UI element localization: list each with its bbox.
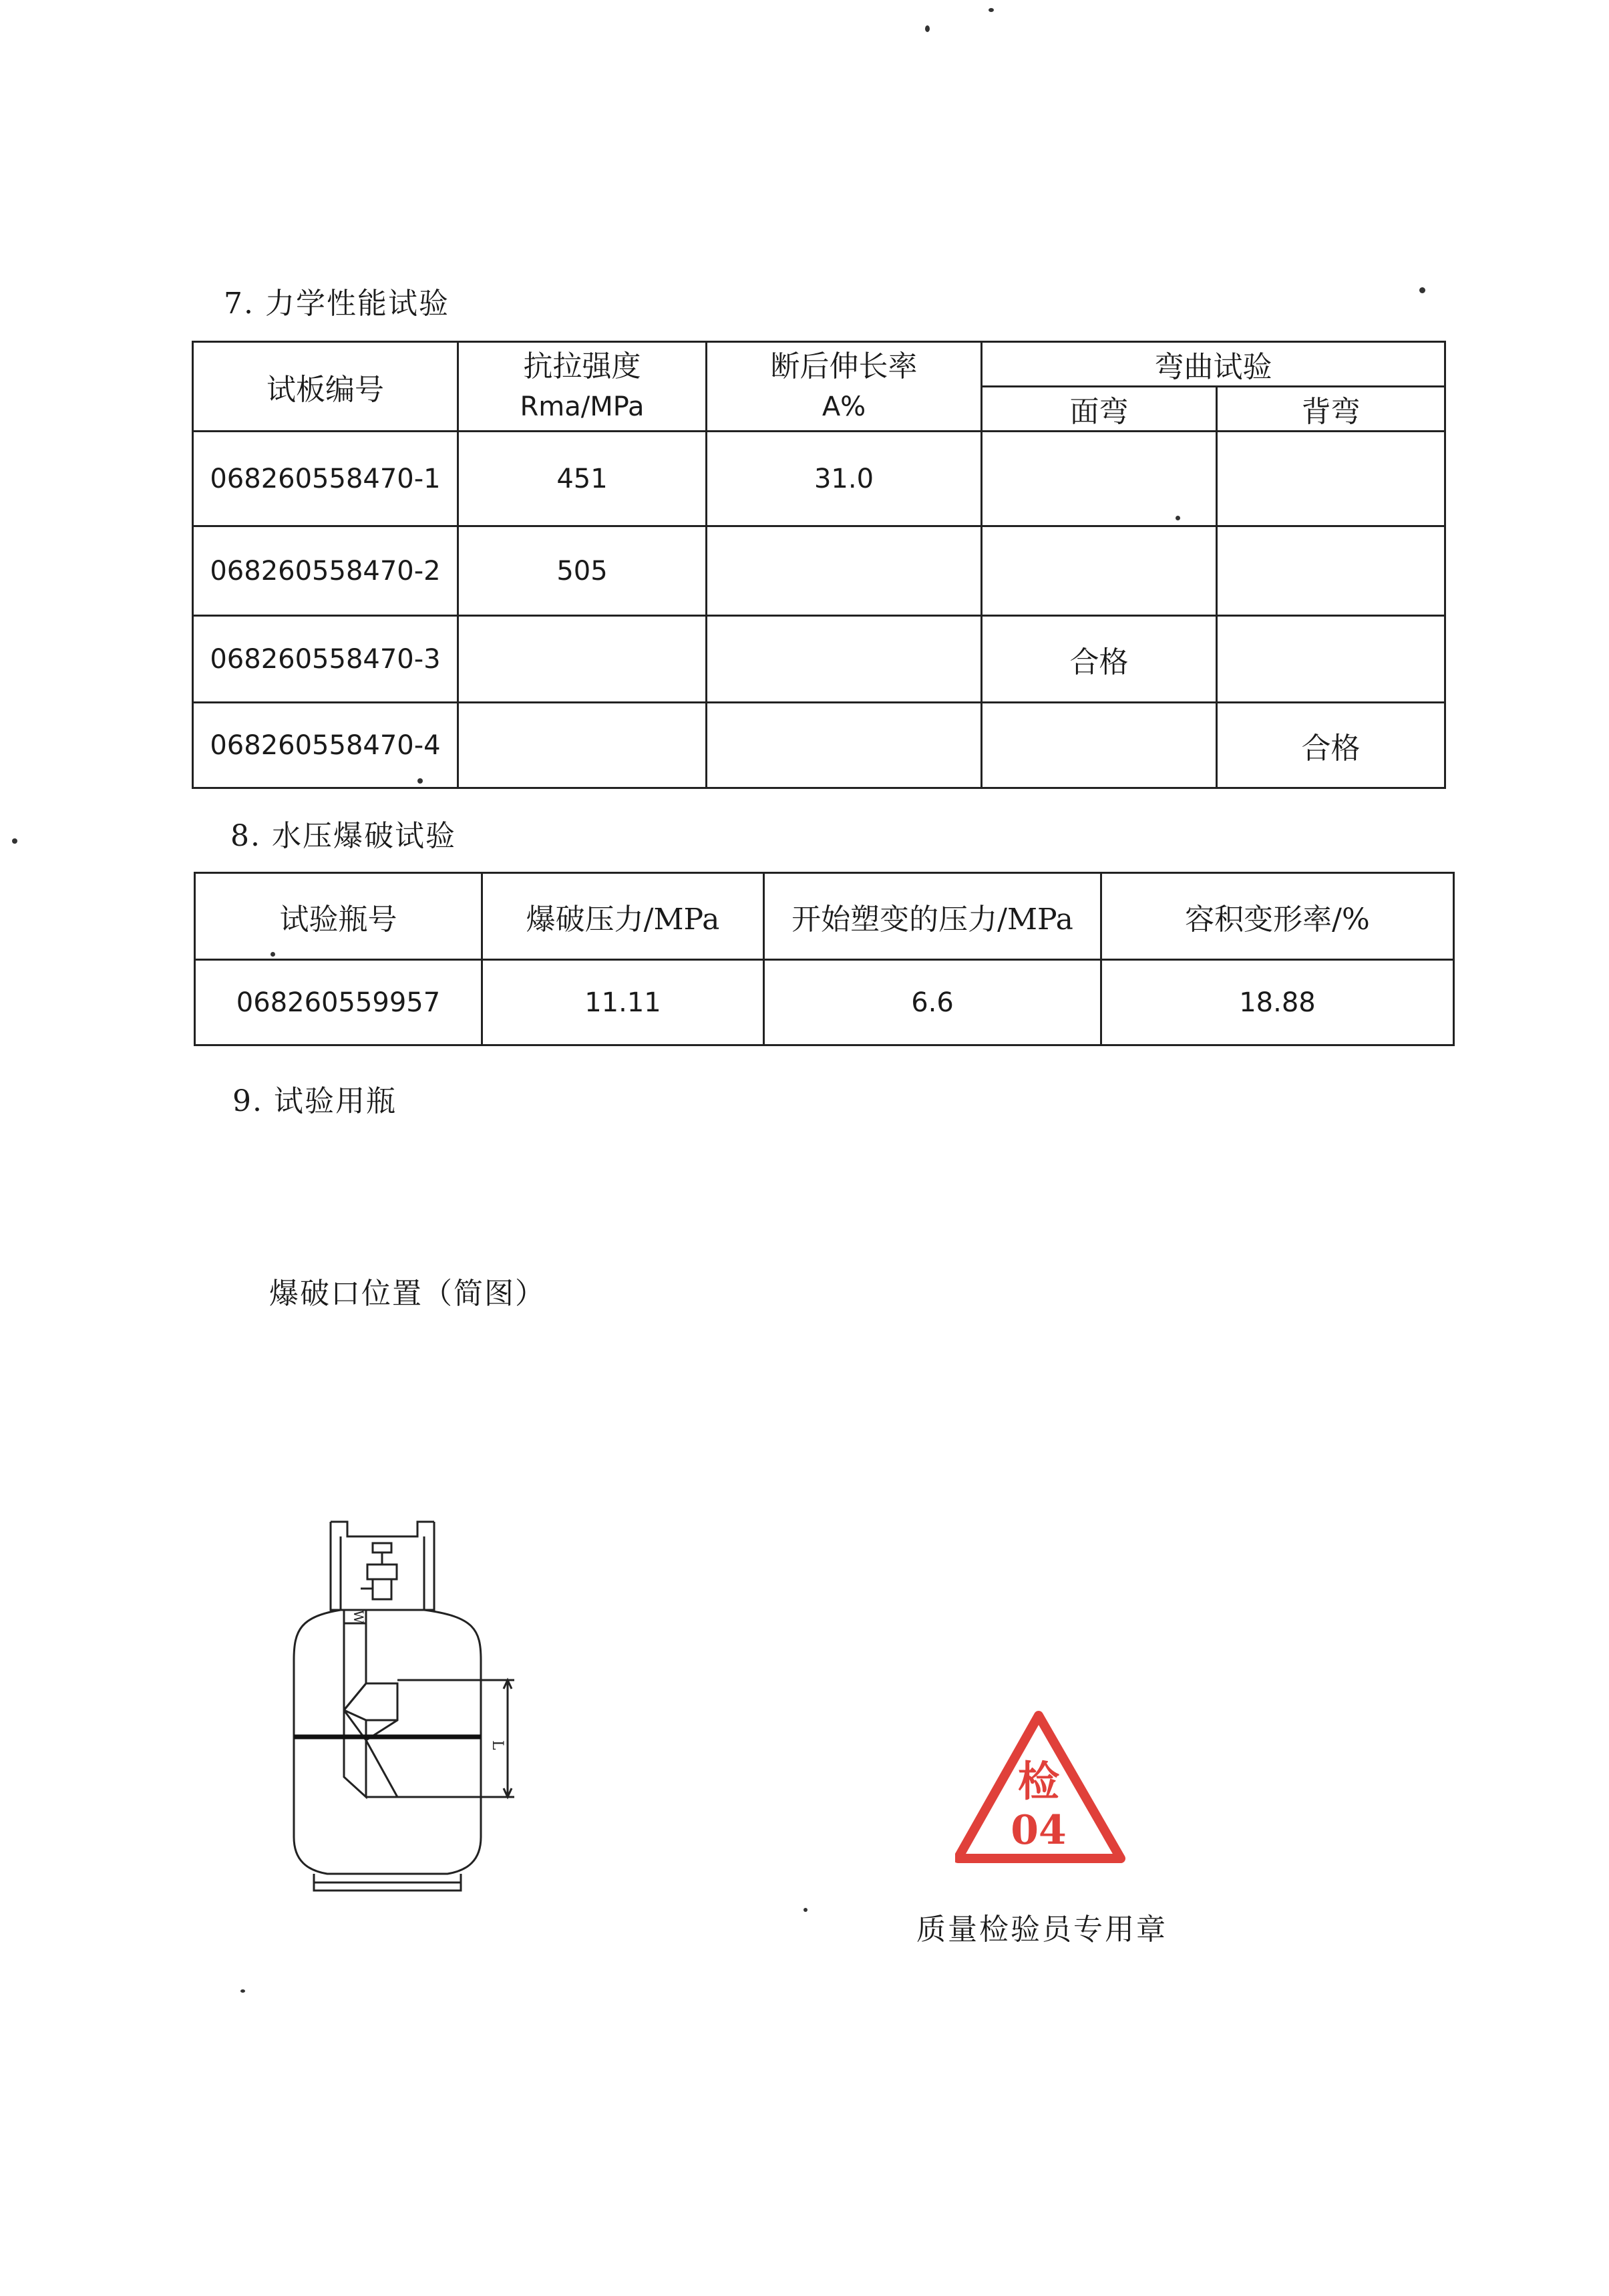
header-bend: 弯曲试验 <box>982 342 1445 387</box>
mechanical-test-table <box>192 341 1446 789</box>
header-burst-pressure: 爆破压力/MPa <box>482 873 764 960</box>
dimension-l-label: L <box>489 1740 506 1750</box>
scan-speck <box>12 838 17 844</box>
face-bend-cell <box>982 703 1217 788</box>
header-bottle-no: 试验瓶号 <box>195 873 482 960</box>
face-bend-cell <box>982 432 1217 526</box>
elongation-cell <box>707 526 982 616</box>
header-yield-pressure: 开始塑变的压力/MPa <box>764 873 1101 960</box>
plate-no-cell: 068260558470-3 <box>193 616 458 703</box>
back-bend-cell <box>1217 526 1445 616</box>
tensile-cell <box>458 616 707 703</box>
sketch-caption: 爆破口位置（简图） <box>269 1277 546 1311</box>
back-bend-cell <box>1217 616 1445 703</box>
back-bend-cell: 合格 <box>1217 703 1445 788</box>
scan-speck <box>1419 287 1425 293</box>
table-row <box>193 526 1445 616</box>
bottle-no-cell: 068260559957 <box>195 960 482 1045</box>
elongation-cell <box>707 703 982 788</box>
table-row <box>193 432 1445 526</box>
face-bend-cell <box>982 526 1217 616</box>
header-volume-deform: 容积变形率/% <box>1101 873 1454 960</box>
section7-title: 7. 力学性能试验 <box>224 287 450 321</box>
back-bend-cell <box>1217 432 1445 526</box>
scan-speck <box>417 778 423 784</box>
table-row <box>193 703 1445 788</box>
tensile-cell <box>458 703 707 788</box>
dimension-w-label: W <box>351 1610 367 1624</box>
header-elongation <box>707 342 982 432</box>
section9-title: 9. 试验用瓶 <box>232 1084 397 1118</box>
header-plate-no: 试板编号 <box>193 342 458 432</box>
stamp-number: 04 <box>1011 1807 1067 1854</box>
burst-test-table <box>194 872 1455 1046</box>
header-tensile-label: 抗拉强度 <box>523 349 641 383</box>
cylinder-sketch <box>281 1516 548 1897</box>
scan-speck <box>1176 516 1180 520</box>
header-face-bend: 面弯 <box>982 387 1217 432</box>
scan-speck <box>989 8 994 12</box>
tensile-cell: 451 <box>458 432 707 526</box>
face-bend-cell: 合格 <box>982 616 1217 703</box>
header-elongation-label: 断后伸长率 <box>770 349 918 383</box>
plate-no-cell: 068260558470-4 <box>193 703 458 788</box>
header-elongation-unit: A% <box>822 391 866 422</box>
header-back-bend: 背弯 <box>1217 387 1445 432</box>
volume-deform-cell: 18.88 <box>1101 960 1454 1045</box>
section8-title: 8. 水压爆破试验 <box>230 819 456 853</box>
plate-no-cell: 068260558470-2 <box>193 526 458 616</box>
scan-speck <box>271 952 275 957</box>
inspector-stamp <box>955 1710 1129 1870</box>
plate-no-cell: 068260558470-1 <box>193 432 458 526</box>
header-tensile <box>458 342 707 432</box>
burst-pressure-cell: 11.11 <box>482 960 764 1045</box>
scan-speck <box>925 25 930 32</box>
elongation-cell: 31.0 <box>707 432 982 526</box>
scan-speck <box>803 1908 808 1912</box>
table-row <box>195 960 1454 1045</box>
yield-pressure-cell: 6.6 <box>764 960 1101 1045</box>
tensile-cell: 505 <box>458 526 707 616</box>
stamp-label: 质量检验员专用章 <box>916 1913 1168 1947</box>
stamp-char: 检 <box>1017 1757 1060 1806</box>
table-row <box>193 616 1445 703</box>
header-tensile-unit: Rma/MPa <box>520 391 645 422</box>
scan-speck <box>240 1989 245 1993</box>
elongation-cell <box>707 616 982 703</box>
